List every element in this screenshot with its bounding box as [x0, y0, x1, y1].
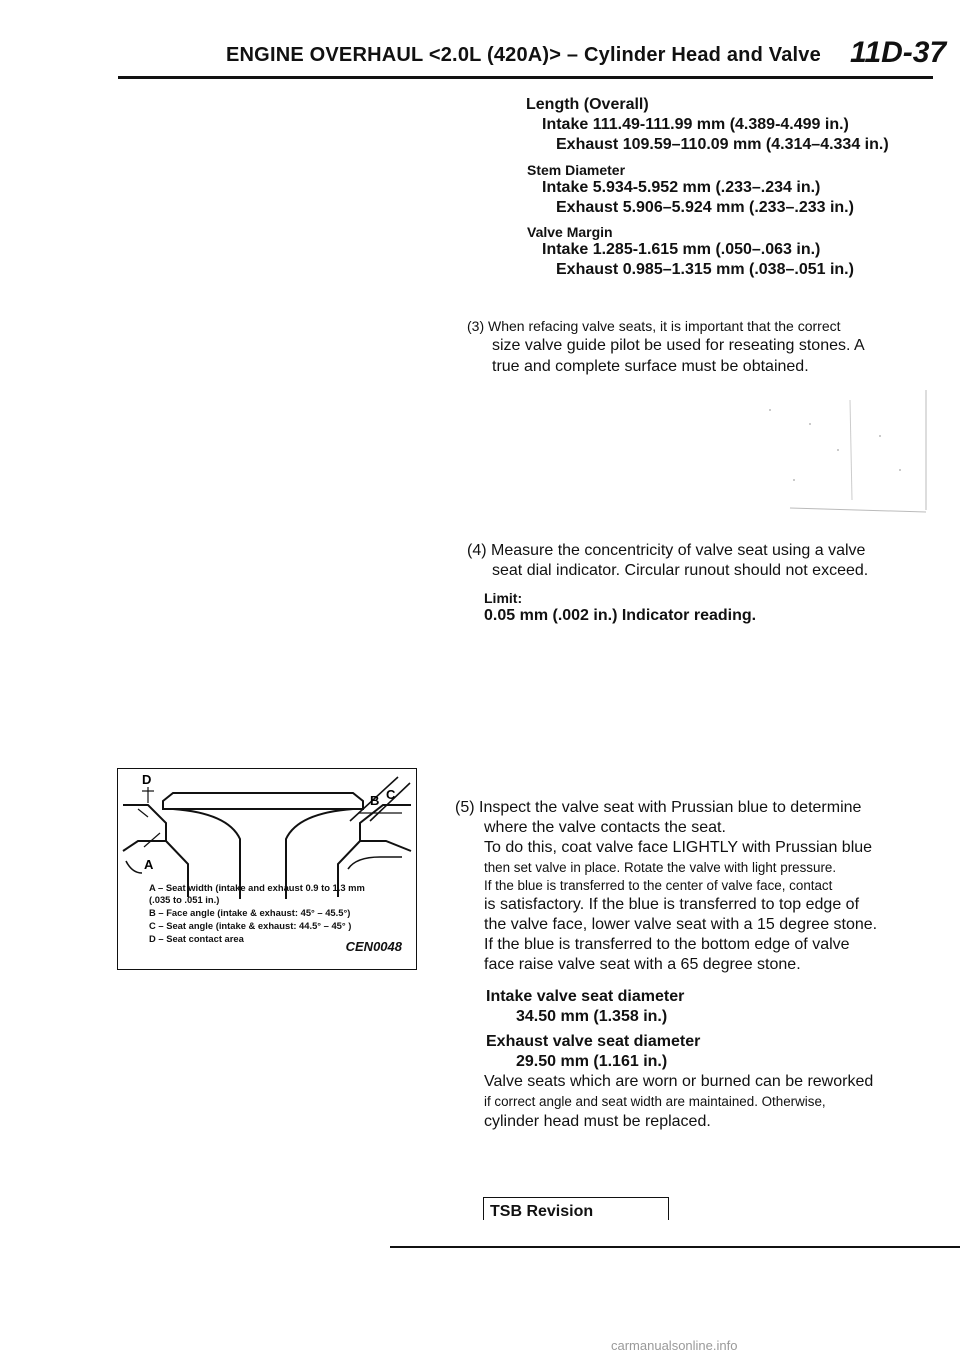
- step4-line1: (4) Measure the concentricity of valve seat using a valve: [467, 542, 866, 559]
- figure-label-c: C: [386, 787, 396, 802]
- step5-line7: the valve face, lower valve seat with a 15 degree stone.: [484, 916, 878, 933]
- figure-legend-b: B – Face angle (intake & exhaust: 45° – 45.5°): [149, 907, 351, 918]
- page-number: 11D-37: [850, 36, 947, 69]
- margin-intake: Intake 1.285-1.615 mm (.050–.063 in.): [542, 241, 821, 258]
- exhaust-seat-heading: Exhaust valve seat diameter: [486, 1033, 701, 1050]
- figure-label-a: A: [144, 857, 154, 872]
- valve-seat-figure: [117, 768, 417, 970]
- figure-legend-a: A – Seat width (intake and exhaust 0.9 to 1.3 mm: [149, 882, 365, 893]
- margin-heading: Valve Margin: [527, 224, 613, 240]
- figure-label-b: B: [370, 793, 380, 808]
- scan-speckle: [750, 380, 940, 520]
- stem-intake: Intake 5.934-5.952 mm (.233–.234 in.): [542, 179, 821, 196]
- step5-line6: is satisfactory. If the blue is transferred to top edge of: [484, 896, 860, 913]
- step3-line3: true and complete surface must be obtained.: [492, 358, 809, 375]
- footer-rule: [390, 1246, 960, 1248]
- rework-line2: if correct angle and seat width are maintained. Otherwise,: [484, 1094, 826, 1109]
- length-exhaust: Exhaust 109.59–110.09 mm (4.314–4.334 in.): [556, 136, 889, 153]
- rework-line3: cylinder head must be replaced.: [484, 1113, 711, 1130]
- intake-seat-value: 34.50 mm (1.358 in.): [516, 1008, 668, 1025]
- step3-line1: (3) When refacing valve seats, it is important that the correct: [467, 318, 841, 334]
- page-header-title: ENGINE OVERHAUL <2.0L (420A)> – Cylinder Head and Valve: [226, 44, 821, 66]
- step5-line8: If the blue is transferred to the bottom edge of valve: [484, 936, 850, 953]
- tsb-revision-label: TSB Revision: [490, 1203, 594, 1220]
- stem-exhaust: Exhaust 5.906–5.924 mm (.233–.233 in.): [556, 199, 854, 216]
- rework-line1: Valve seats which are worn or burned can be reworked: [484, 1073, 874, 1090]
- exhaust-seat-value: 29.50 mm (1.161 in.): [516, 1053, 668, 1070]
- step5-line3: To do this, coat valve face LIGHTLY with Prussian blue: [484, 839, 873, 856]
- step5-line4: then set valve in place. Rotate the valve with light pressure.: [484, 860, 837, 875]
- figure-legend-a2: (.035 to .051 in.): [149, 894, 220, 905]
- figure-legend-d: D – Seat contact area: [149, 933, 244, 944]
- step5-line1: (5) Inspect the valve seat with Prussian blue to determine: [455, 799, 862, 816]
- step3-line2: size valve guide pilot be used for reseating stones. A: [492, 337, 865, 354]
- step4-limit-value: 0.05 mm (.002 in.) Indicator reading.: [484, 607, 757, 624]
- step5-line5: If the blue is transferred to the center of valve face, contact: [484, 878, 833, 893]
- figure-legend-c: C – Seat angle (intake & exhaust: 44.5° – 45° ): [149, 920, 352, 931]
- margin-exhaust: Exhaust 0.985–1.315 mm (.038–.051 in.): [556, 261, 854, 278]
- step4-line2: seat dial indicator. Circular runout should not exceed.: [492, 562, 869, 579]
- length-heading: Length (Overall): [526, 96, 649, 113]
- step5-line2: where the valve contacts the seat.: [484, 819, 726, 836]
- intake-seat-heading: Intake valve seat diameter: [486, 988, 685, 1005]
- stem-heading: Stem Diameter: [527, 162, 626, 178]
- header-rule: [118, 76, 933, 79]
- watermark: carmanualsonline.info: [611, 1338, 738, 1353]
- figure-label-d: D: [142, 772, 152, 787]
- step5-line9: face raise valve seat with a 65 degree stone.: [484, 956, 801, 973]
- figure-code: CEN0048: [345, 939, 402, 954]
- length-intake: Intake 111.49-111.99 mm (4.389-4.499 in.): [542, 116, 849, 133]
- step4-limit-label: Limit:: [484, 590, 523, 606]
